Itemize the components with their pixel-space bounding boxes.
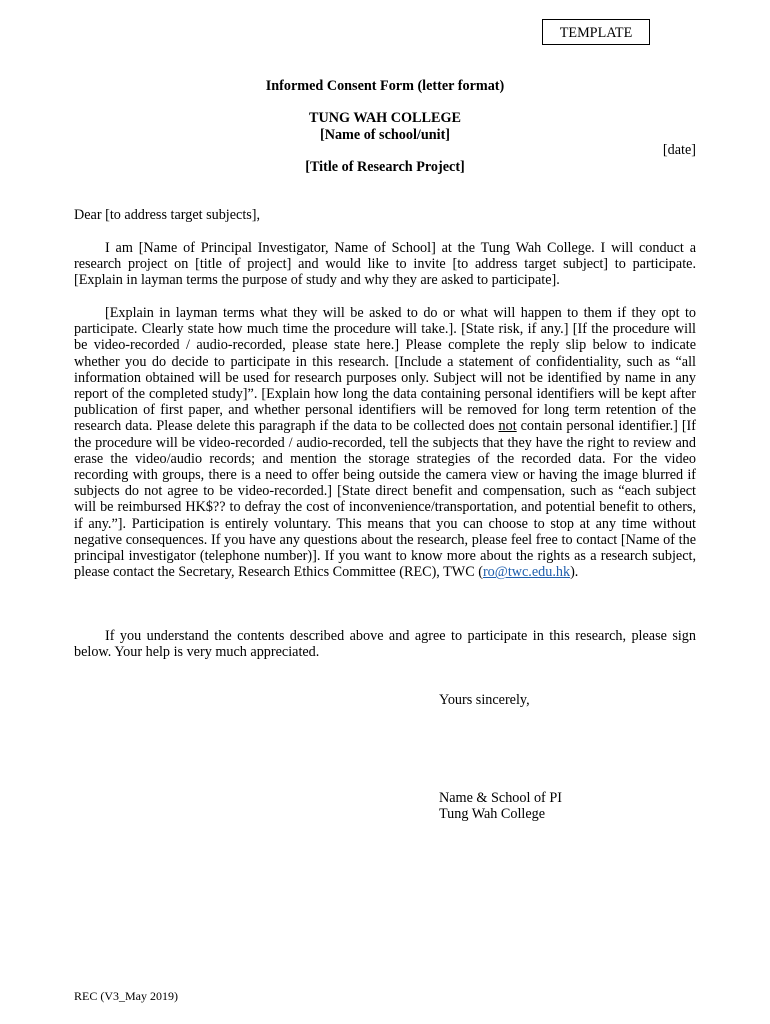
signer-name: Name & School of PI <box>439 790 562 806</box>
details-paragraph <box>74 305 696 580</box>
project-title: [Title of Research Project] <box>305 159 465 175</box>
signer-college: Tung Wah College <box>439 806 546 822</box>
salutation: Dear [to address target subjects], <box>74 207 261 223</box>
school-unit: [Name of school/unit] <box>319 127 451 143</box>
closing-phrase: Yours sincerely, <box>439 692 530 708</box>
form-title: Informed Consent Form (letter format) <box>265 78 505 94</box>
intro-paragraph: I am [Name of Principal Investigator, Name of School] at the Tung Wah College. I will conduct a research project on [title of project] and would like to invite [to address target subject] to participate. [Explain in layman terms the purpose of study and why they are asked to participate]. <box>74 240 696 289</box>
details-text-end: ). <box>570 564 579 581</box>
details-text-not: not <box>498 418 517 435</box>
consent-paragraph: If you understand the contents described above and agree to participate in this research, please sign below. Your help is very much appreciated. <box>74 628 696 661</box>
details-text-b: contain personal identifier.] [If the procedure will be video-recorded / audio-recorded, tell the subjects that they have the right to review and erase the video/audio records; and mention the storage strategies of the recorded data. For the video recording with groups, there is a need to offer being outside the camera view or having the image blurred if subjects do not agree to be video-recorded.] [State direct benefit and compensation, such as “each subject will be reimbursed HK$?? to defray the cost of inconvenience/transportation, and potential benefit to others, if any.”]. Participation is entirely voluntary. This means that you can choose to stop at any time without negative consequences. If you have any questions about the research, please feel free to contact [Name of the principal investigator (telephone number)]. If you want to know more about the rights as a research subject, please contact the Secretary, Research Ethics Committee (REC), TWC ( <box>74 418 696 581</box>
college-name: TUNG WAH COLLEGE <box>309 110 461 126</box>
details-text-a: [Explain in layman terms what they will be asked to do or what will happen to them if they opt to participate. Clearly state how much time the procedure will take.]. [State risk, if any.] [If the procedure will be video-recorded / audio-recorded, please state here.] Please complete the reply slip below to indicate whether you do decide to participate in this research. [Include a statement of confidentiality, such as “all information obtained will be used for research purposes only. Subject will not be identified by name in any report of the completed study]”. [Explain how long the data containing personal identifiers will be kept after publication of first paper, and whether personal identifiers will be removed for long term retention of the research data. Please delete this paragraph if the data to be collected does <box>74 305 696 435</box>
template-label-box: TEMPLATE <box>542 19 650 45</box>
version-footer: REC (V3_May 2019) <box>74 989 178 1003</box>
ethics-email-link[interactable]: ro@twc.edu.hk <box>482 564 571 581</box>
letter-date: [date] <box>662 142 696 158</box>
